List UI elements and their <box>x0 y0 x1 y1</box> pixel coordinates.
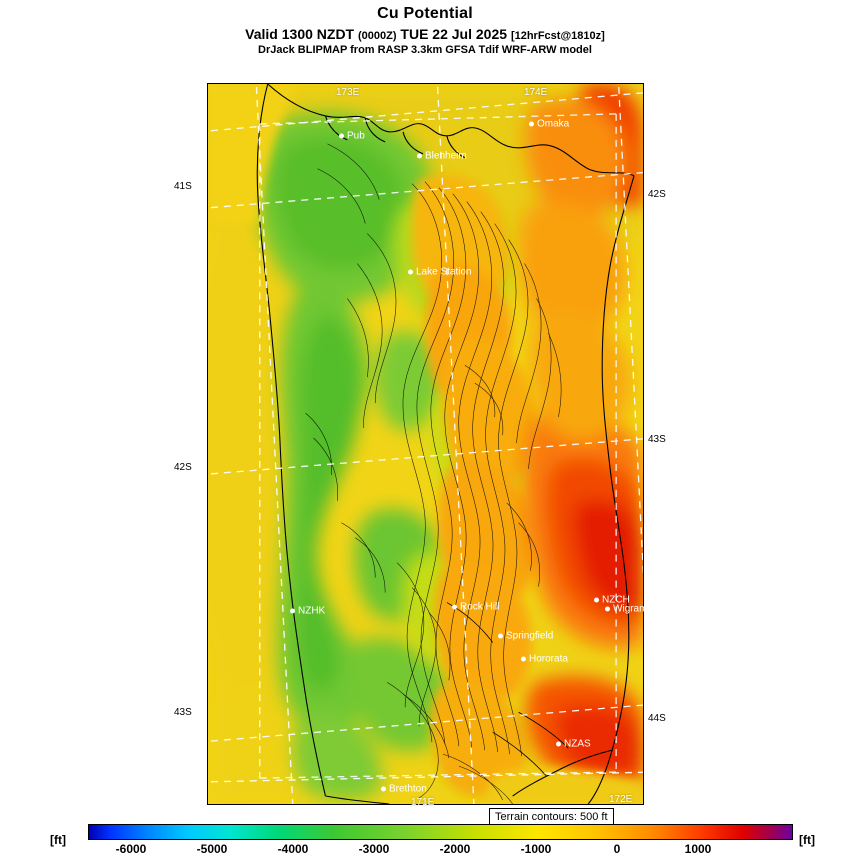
city-dot <box>381 786 386 791</box>
geo-label-43s-right: 43S <box>648 434 666 445</box>
city-marker-pub[interactable] <box>339 131 365 142</box>
city-marker-rock-hill[interactable] <box>452 602 499 613</box>
city-marker-hororata[interactable] <box>521 654 568 665</box>
colorbar-tick--3000: -3000 <box>358 842 390 856</box>
model-description: DrJack BLIPMAP from RASP 3.3km GFSA Tdif WRF-ARW model <box>258 44 592 56</box>
city-label: Blenheim <box>425 150 467 162</box>
geo-label-43s-left: 43S <box>174 707 192 718</box>
city-label: NZHK <box>298 605 326 617</box>
city-marker-wigram[interactable] <box>605 604 647 615</box>
city-label: NZCH <box>602 594 630 606</box>
valid-utc: (0000Z) <box>358 30 397 42</box>
valid-time-line <box>0 26 850 42</box>
colorbar-tick--6000: -6000 <box>115 842 147 856</box>
city-dot <box>605 606 610 611</box>
geo-label-42s-left: 42S <box>174 462 192 473</box>
geo-label-171e: 171E <box>411 797 435 808</box>
geo-label-172e: 172E <box>609 794 633 805</box>
geo-label-173e: 173E <box>336 87 360 98</box>
colorbar-tick--1000: -1000 <box>520 842 552 856</box>
geo-label-174e: 174E <box>524 87 548 98</box>
colorbar-tick-0: 0 <box>613 842 621 856</box>
city-label: NZAS <box>564 738 591 750</box>
colorbar-tick--2000: -2000 <box>439 842 471 856</box>
city-label: Lake Station <box>416 266 472 278</box>
city-marker-springfield[interactable] <box>498 631 553 642</box>
city-dot <box>417 153 422 158</box>
map-raster <box>208 84 643 804</box>
terrain-contour-note: Terrain contours: 500 ft <box>489 808 614 827</box>
city-label: Rock Hill <box>460 601 500 613</box>
colorbar-tick-1000: 1000 <box>684 842 712 856</box>
city-label: Wigram <box>613 603 648 615</box>
city-dot <box>498 633 503 638</box>
city-dot <box>408 269 413 274</box>
city-marker-nzhk[interactable] <box>290 606 325 617</box>
forecast-tag: [12hrFcst@1810z] <box>510 30 605 42</box>
chart-header <box>0 0 850 56</box>
city-label: Omaka <box>537 118 570 130</box>
colorbar-panel <box>0 824 850 860</box>
page-title: Cu Potential <box>377 5 473 22</box>
city-dot <box>452 604 457 609</box>
colorbar-units-right: [ft] <box>799 833 815 847</box>
city-dot <box>339 133 344 138</box>
city-marker-brethton[interactable] <box>381 784 427 795</box>
city-label: Pub <box>347 130 365 142</box>
city-dot <box>594 597 599 602</box>
city-marker-omaka[interactable] <box>529 119 569 130</box>
colorbar-gradient <box>88 824 793 840</box>
city-label: Brethton <box>389 783 427 795</box>
city-dot <box>556 741 561 746</box>
city-marker-lake-station[interactable] <box>408 267 472 278</box>
city-label: Hororata <box>529 653 568 665</box>
city-label: Springfield <box>506 630 554 642</box>
city-dot <box>290 608 295 613</box>
city-marker-blenheim[interactable] <box>417 151 467 162</box>
map-panel[interactable] <box>207 83 644 805</box>
colorbar-tick--5000: -5000 <box>196 842 228 856</box>
city-marker-nzas[interactable] <box>556 739 591 750</box>
city-dot <box>521 656 526 661</box>
geo-label-42s-right: 42S <box>648 189 666 200</box>
valid-date: TUE 22 Jul 2025 <box>400 26 508 42</box>
colorbar-units-left: [ft] <box>50 833 66 847</box>
valid-main: Valid 1300 NZDT <box>245 26 355 42</box>
city-dot <box>529 121 534 126</box>
colorbar-tick--4000: -4000 <box>277 842 309 856</box>
geo-label-44s-right: 44S <box>648 713 666 724</box>
geo-label-41s-left: 41S <box>174 181 192 192</box>
